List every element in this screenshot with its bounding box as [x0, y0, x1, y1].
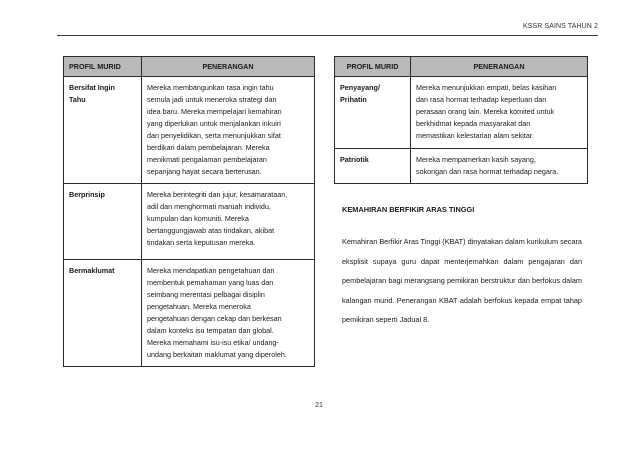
- desc-line: sepanjang hayat secara berterusan.: [147, 167, 262, 176]
- page-header-label: KSSR SAINS TAHUN 2: [522, 23, 598, 30]
- kbat-body-paragraph: Kemahiran Berfikir Aras Tinggi (KBAT) dinyatakan dalam kurikulum secara eksplisit supaya guru dapat menterjemahkan dalam pengajaran dan pembelajaran bagi merangsang pemikiran berstruktur dan berfokus dalam kalangan murid. Penerangan KBAT adalah berfokus kepada empat tahap pemikiran seperti Jadual 8.: [342, 237, 582, 324]
- table-header-row: [335, 57, 588, 77]
- page-number: 21: [315, 402, 323, 409]
- left-profile-table: [63, 56, 315, 367]
- column-header-penerangan: PENERANGAN: [411, 57, 588, 77]
- desc-line: semula jadi untuk meneroka strategi dan: [147, 95, 277, 104]
- profile-term: [64, 184, 142, 260]
- profile-term: [64, 77, 142, 184]
- right-profile-table: [334, 56, 588, 184]
- profile-description: [411, 77, 588, 149]
- desc-line: idea baru. Mereka mempelajari kemahiran: [147, 107, 282, 116]
- column-header-profil: PROFIL MURID: [64, 57, 142, 77]
- desc-line: perasaan orang lain. Mereka komited untuk: [416, 107, 555, 116]
- desc-line: tindakan serta keputusan mereka.: [147, 238, 256, 247]
- term-line: Penyayang/: [340, 83, 380, 92]
- profile-description: [142, 184, 315, 260]
- desc-line: pengetahuan. Mereka meneroka: [147, 302, 251, 311]
- desc-line: Mereka membangunkan rasa ingin tahu: [147, 83, 274, 92]
- desc-line: berkhidmat kepada masyarakat dan: [416, 119, 531, 128]
- term-line: Bermaklumat: [69, 266, 115, 275]
- desc-line: sokongan dan rasa hormat terhadap negara.: [416, 167, 559, 176]
- profile-term: [335, 77, 411, 149]
- term-line: Tahu: [69, 95, 86, 104]
- desc-line: memastikan kelestarian alam sekitar.: [416, 131, 534, 140]
- column-header-penerangan: PENERANGAN: [142, 57, 315, 77]
- table-row: [335, 77, 588, 149]
- column-header-profil: PROFIL MURID: [335, 57, 411, 77]
- desc-line: membentuk pemahaman yang luas dan: [147, 278, 274, 287]
- table-row: [64, 260, 315, 367]
- desc-line: bertanggungjawab atas tindakan, akibat: [147, 226, 275, 235]
- desc-line: undang berkaitan maklumat yang diperoleh.: [147, 350, 287, 359]
- desc-line: adil dan menghormati maruah individu,: [147, 202, 271, 211]
- table-row: [64, 77, 315, 184]
- desc-line: kumpulan dan komuniti. Mereka: [147, 214, 249, 223]
- desc-line: seimbang merentasi pelbagai disiplin: [147, 290, 265, 299]
- kbat-section-title: KEMAHIRAN BERFIKIR ARAS TINGGI: [342, 205, 475, 214]
- table-row: [335, 149, 588, 184]
- profile-description: [142, 260, 315, 367]
- desc-line: menikmati pengalaman pembelajaran: [147, 155, 267, 164]
- desc-line: Mereka mempamerkan kasih sayang,: [416, 155, 536, 164]
- desc-line: dan penyelidikan, serta menunjukkan sifat: [147, 131, 281, 140]
- desc-line: dan rasa hormat terhadap keperluan dan: [416, 95, 547, 104]
- term-line: Prihatin: [340, 95, 367, 104]
- profile-description: [142, 77, 315, 184]
- desc-line: dalam konteks isu tempatan dan global.: [147, 326, 274, 335]
- table-row: [64, 184, 315, 260]
- desc-line: Mereka berintegriti dan jujur, kesamarataan,: [147, 190, 288, 199]
- term-line: Bersifat Ingin: [69, 83, 115, 92]
- desc-line: berdikari dalam pembelajaran. Mereka: [147, 143, 270, 152]
- desc-line: Mereka menunjukkan empati, belas kasihan: [416, 83, 557, 92]
- term-line: Berprinsip: [69, 190, 105, 199]
- profile-term: [335, 149, 411, 184]
- desc-line: Mereka mendapatkan pengetahuan dan: [147, 266, 275, 275]
- header-rule: [57, 35, 598, 36]
- table-header-row: [64, 57, 315, 77]
- profile-description: [411, 149, 588, 184]
- desc-line: Mereka memahami isu-isu etika/ undang-: [147, 338, 279, 347]
- profile-term: [64, 260, 142, 367]
- desc-line: yang diperlukan untuk menjalankan inkuiri: [147, 119, 281, 128]
- desc-line: pengetahuan dengan cekap dan berkesan: [147, 314, 282, 323]
- term-line: Patriotik: [340, 155, 369, 164]
